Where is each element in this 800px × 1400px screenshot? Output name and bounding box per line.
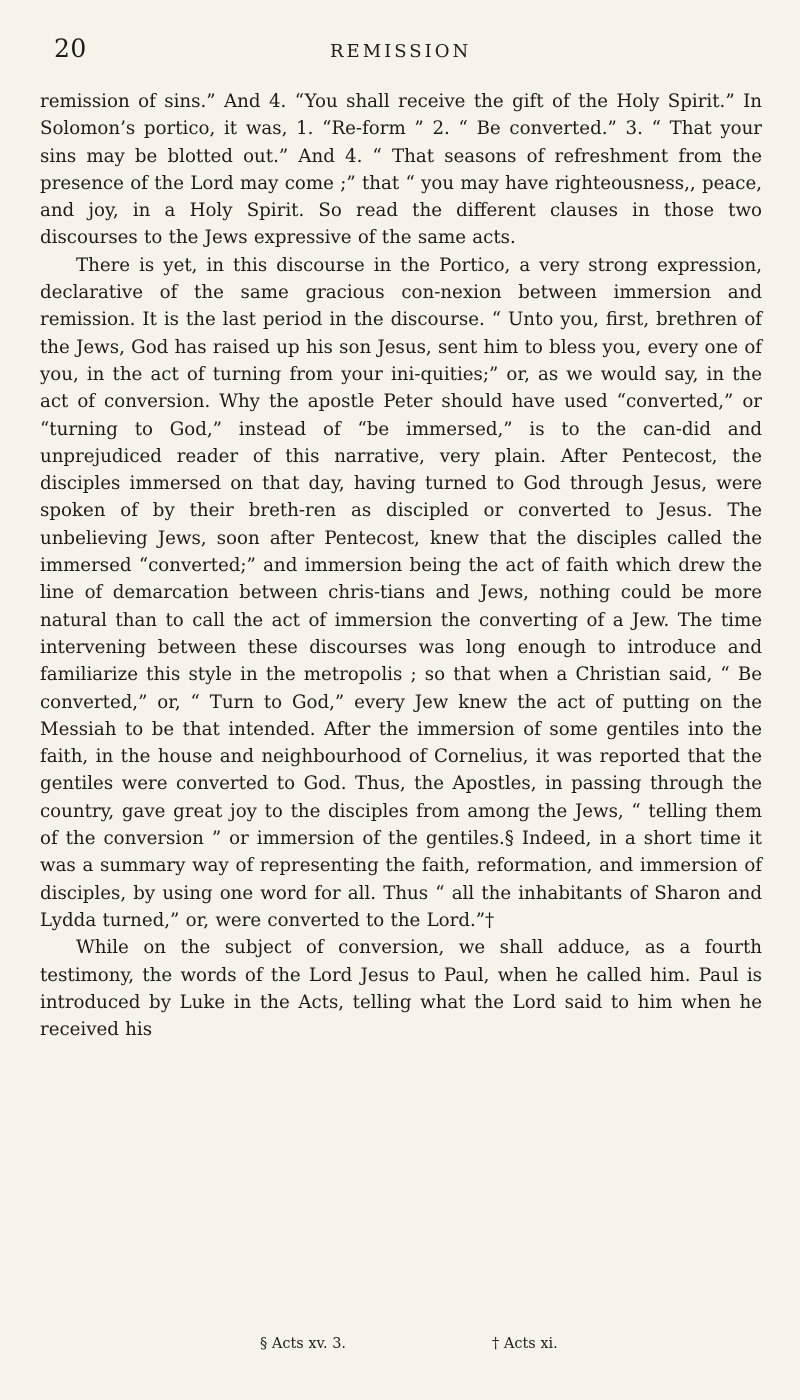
footnote-dagger: † Acts xi. xyxy=(492,1336,558,1352)
running-head: REMISSION xyxy=(330,41,472,62)
page-header xyxy=(0,30,800,70)
footnote-section: § Acts xv. 3. xyxy=(260,1336,347,1352)
paragraph-1: remission of sins.” And 4. “You shall receive the gift of the Holy Spirit.” In Solomon’s portico, it was, 1. “Re-form ” 2. “ Be converted.” 3. “ That your sins may be blotted out.” And 4. “ That seasons of refreshment from the presence of the Lord may come ;” that “ you may have righteousness,, peace, and joy, in a Holy Spirit. So read the different clauses in those two discourses to the Jews expressive of the same acts. xyxy=(40,91,762,249)
paragraph-2: There is yet, in this discourse in the Portico, a very strong expression, declarative of the same gracious con-nexion between immersion and remission. It is the last period in the discourse. “ Unto you, first, brethren of the Jews, God has raised up his son Jesus, sent him to bless you, every one of you, in the act of turning from your ini-quities;” or, as we would say, in the act of conversion. Why the apostle Peter should have used “converted,” or “turning to God,” instead of “be immersed,” is to the can-did and unprejudiced reader of this narrative, very plain. After Pentecost, the disciples immersed on that day, having turned to God through Jesus, were spoken of by their breth-ren as discipled or converted to Jesus. The unbelieving Jews, soon after Pentecost, knew that the disciples called the immersed “converted;” and immersion being the act of faith which drew the line of demarcation between chris-tians and Jews, nothing could be more natural than to call the act of immersion the converting of a Jew. The time intervening between these discourses was long enough to introduce and familiarize this style in the metropolis ; so that when a Christian said, “ Be converted,” or, “ Turn to God,” every Jew knew the act of putting on the Messiah to be that intended. After the immersion of some gentiles into the faith, in the house and neighbourhood of Cornelius, it was reported that the gentiles were converted to God. Thus, the Apostles, in passing through the country, gave great joy to the disciples from among the Jews, “ telling them of the conversion ” or immersion of the gentiles.§ Indeed, in a short time it was a summary way of representing the faith, reformation, and immersion of disciples, by using one word for all. Thus “ all the inhabitants of Sharon and Lydda turned,” or, were converted to the Lord.”† xyxy=(40,254,762,931)
paragraph-3: While on the subject of conversion, we shall adduce, as a fourth testimony, the words of the Lord Jesus to Paul, when he called him. Paul is introduced by Luke in the Acts, telling what the Lord said to him when he received his xyxy=(40,937,762,1041)
footnotes xyxy=(0,1336,800,1366)
page-number: 20 xyxy=(54,34,87,63)
body-text xyxy=(40,88,762,1043)
